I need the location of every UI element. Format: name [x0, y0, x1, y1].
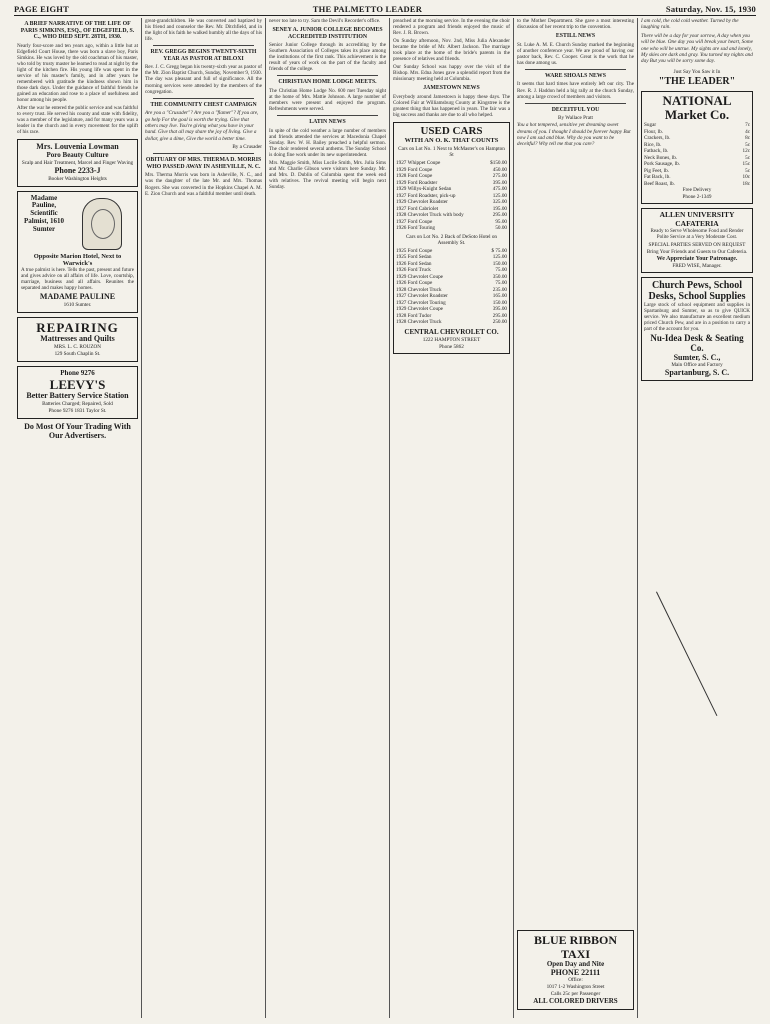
item-label: 1926 Ford Truck	[396, 267, 431, 274]
article-headline: WARE SHOALS NEWS	[545, 72, 606, 79]
ad-nu-idea	[641, 277, 753, 382]
ad-phone: PHONE 22111	[550, 967, 601, 977]
ad-title: Church Pews, School Desks, School Supplies	[648, 279, 746, 302]
article-headline: SENEY A. JUNIOR COLLEGE BECOMES ACCREDITED INSTITUTION	[272, 27, 383, 40]
poem-text: I am cold, the cold cold weather. Turned by the laughing rain.	[641, 18, 739, 31]
item-price: 195.00	[492, 205, 507, 212]
item-price: 5c	[745, 167, 750, 174]
item-price: 4c	[745, 128, 750, 135]
item-label: 1927 Chevrolet Touring	[396, 299, 446, 306]
company-name: Nu-Idea Desk & Seating Co.	[650, 332, 744, 353]
article-text: never too late to try. Sam the Devil's Recorder's office.	[269, 18, 381, 24]
item-label: Flour, lb.	[644, 128, 663, 135]
ad-lowman	[17, 139, 138, 186]
item-label: 1929 Chevrolet Roadster	[396, 199, 448, 206]
ad-invite: Bring Your Friends and Guests to Our Cafeteria.	[646, 249, 748, 256]
ad-address: 1610 Sumter.	[63, 302, 92, 309]
item-label: 1929 Ford Coupe	[396, 166, 433, 173]
article-text: preached at the morning service. In the evening the choir rendered a program and friends enjoyed the music of Rev. J. R. Brown.	[393, 18, 510, 37]
ad-subtitle: Scalp and Hair Treatment, Marcel and Finger Waving	[21, 159, 134, 166]
lot-2-title: Cars on Lot No. 2 Back of DeSoto Hotel on Assembly St.	[405, 233, 498, 246]
car-row	[396, 319, 507, 326]
item-label: 1925 Ford Coupe	[396, 247, 433, 254]
item-price: 350.00	[492, 273, 507, 280]
item-price: 250.00	[492, 319, 507, 326]
ad-rate: Calls 25c per Passenger	[550, 991, 601, 998]
article-text: On Sunday afternoon, Nov. 2nd, Miss Julia Alexander became the bride of Mr. Albert Jackson. The marriage took place at the home of the bride's parents in the presence of relatives and friends.	[393, 38, 510, 63]
ad-location: Opposite Marion Hotel, Next to Warwick's	[33, 252, 122, 267]
article-text: great-grandchildren. He was converted and baptized by his friend and counselor the Rev. Mr. Ditchfield, and in the light of his faith he walked humbly all the days of his life.	[145, 18, 262, 43]
poem-author: By a Crusader	[232, 144, 262, 151]
ad-subtitle: Open Day and Nite	[546, 959, 605, 968]
newspaper-title: THE PALMETTO LEADER	[312, 4, 423, 14]
divider	[525, 69, 626, 70]
ad-subtitle: Better Battery Service Station	[26, 391, 129, 401]
ad-address: 1017 1-2 Washington Street	[546, 984, 605, 991]
ad-leevys	[17, 366, 138, 419]
item-label: Rice, lb.	[644, 141, 662, 148]
ad-text: Ready to Serve Wholesome Food and Render Polite Service at a Very Moderate Cost.	[650, 227, 744, 240]
ad-blue-ribbon-taxi	[517, 930, 634, 1010]
item-price: 10c	[742, 174, 750, 181]
divider	[277, 115, 378, 116]
item-price: 295.00	[492, 212, 507, 219]
article-text: Everybody around Jamestown is happy these days. The Colored Fair at Williamsburg County at Kingstree is the greatest thing that has happened in years. The fair was a big success and thanks are due to all who helped.	[393, 94, 510, 119]
item-label: Neck Bones, lb.	[644, 154, 678, 161]
ad-title: NATIONAL Market Co.	[662, 92, 732, 123]
trade-slogan: Do Most Of Your Trading With Our Advertisers.	[24, 421, 131, 440]
item-label: 1926 Ford Touring	[396, 225, 436, 232]
item-label: Pig Feet, lb.	[644, 167, 670, 174]
ad-repairing	[17, 317, 138, 362]
item-price: 5c	[745, 154, 750, 161]
item-label: 1929 Chevrolet Coupe	[396, 273, 443, 280]
item-price: 450.00	[492, 166, 507, 173]
article-text: After the war he entered the public service and was faithful to every trust. He served his county and state with fidelity, was a member of the legislature, and for many years was a leader in the church and in every movement for the uplift of his race.	[17, 105, 138, 136]
slogan: Just Say You Saw it In	[673, 68, 721, 75]
ad-manager: FRED WISE, Manager.	[672, 262, 722, 269]
item-label: 1929 Ford Roadster	[396, 179, 438, 186]
ad-address: 129 South Chaplin St.	[54, 351, 101, 358]
lot-2-list	[396, 248, 507, 326]
ad-drivers: ALL COLORED DRIVERS	[533, 997, 618, 1006]
ad-phone: Phone 2233-J	[54, 165, 101, 175]
ad-phone: Phone 2-1349	[682, 194, 712, 201]
divider	[525, 103, 626, 104]
item-label: Fatback, lb.	[644, 148, 669, 155]
masthead	[14, 4, 756, 16]
poem-title: THE COMMUNITY CHEST CAMPAIGN	[150, 101, 257, 108]
divider	[153, 98, 254, 99]
ad-allen-cafeteria	[641, 208, 753, 272]
column-5	[514, 18, 638, 1018]
item-price: 5c	[745, 141, 750, 148]
article-text: Senior Junior College through its accrediting by the Southern Association of Colleges takes its place among the institutions of the first rank. This achievement is the result of years of work on the part of the faculty and friends of the college.	[269, 42, 386, 73]
ad-address: Booker Washington Heights	[48, 175, 107, 182]
item-price: 125.00	[492, 254, 507, 261]
lot-1-list	[396, 160, 507, 232]
article-text: Nearly four-score and ten years ago, within a little hut at Edgefield Court House, there was born a slave boy, Paris Simkins. He was loved by the old coachman of his master, who told by trusty master he learned to read at night by the light of the kitchen fire. His young life was spent in the service of his master's family, and in after years he remembered with gratitude the kindness shown him in those dark days. Under the guidance of faithful friends he gained an education and rose to a place of usefulness and honor among his people.	[17, 42, 138, 104]
dealer-phone: Phone 5862	[439, 343, 464, 350]
lot-1-title: Cars on Lot No. 1 Next to McMaster's on Hampton St	[398, 146, 505, 159]
item-price: $150.00	[490, 160, 507, 167]
item-price: 95.00	[495, 218, 507, 225]
article-headline: CHRISTIAN HOME LODGE MEETS.	[278, 79, 377, 86]
item-label: 1925 Ford Sedan	[396, 254, 432, 261]
item-price: 75.00	[495, 267, 507, 274]
ad-office-label: Office:	[568, 977, 583, 984]
ad-title: ALLEN UNIVERSITY CAFATERIA	[659, 210, 735, 228]
item-label: 1927 Ford Roadster, pick-up	[396, 192, 456, 199]
item-label: Pork Sausage, lb.	[644, 161, 681, 168]
car-row	[396, 225, 507, 232]
divider	[153, 153, 254, 154]
item-price: 165.00	[492, 293, 507, 300]
ad-subtitle: WITH AN O. K. THAT COUNTS	[404, 137, 499, 145]
item-price: 325.00	[492, 199, 507, 206]
column-2	[142, 18, 266, 1018]
column-3	[266, 18, 390, 1018]
item-price: $ 75.00	[491, 247, 507, 254]
item-label: Beef Roast, lb.	[644, 180, 675, 187]
item-label: 1927 Whippet Coupe	[396, 160, 441, 167]
item-label: 1928 Ford Coupe	[396, 173, 433, 180]
ad-title: USED CARS	[420, 125, 483, 138]
ad-text: A true palmist is here. Tells the past, present and future and gives advice on all affairs of life. Love, courtship, marriage, business and all affairs. Reunites the separated and makes happy homes.	[21, 267, 134, 292]
article-text: Our Sunday School was happy over the visit of the Bishop. Mrs. Edna Jones gave a splendid report from the missionary meeting held at Columbia.	[393, 64, 510, 83]
ad-special: SPECIAL PARTIES SERVED ON REQUEST	[648, 242, 746, 249]
item-label: 1927 Ford Cabriolet	[396, 205, 439, 212]
item-label: Fat Back, lb.	[644, 174, 671, 181]
ad-title: Madame Pauline, Scientific Palmist, 1610 Sumter	[23, 193, 65, 233]
ad-phone: Phone 9276	[60, 369, 95, 378]
item-price: 395.00	[492, 179, 507, 186]
item-label: Sugar	[644, 122, 657, 129]
article-text: Rev. J. C. Gregg began his twenty-sixth year as pastor of the Mt. Zion Baptist Church, Sunday, November 9, 1930. The day was pleasant and full of significance. All the morning services were attended by the members of the congregation.	[145, 64, 262, 95]
item-price: 12c	[742, 148, 750, 155]
item-label: 1928 Ford Tudor	[396, 312, 432, 319]
ad-title: BLUE RIBBON TAXI	[533, 933, 618, 961]
item-price: 150.00	[492, 299, 507, 306]
item-label: 1929 Willys-Knight Sedan	[396, 186, 452, 193]
item-price: 8c	[745, 135, 750, 142]
item-price: 275.00	[492, 173, 507, 180]
poem-text: You a hot tempered, sensitive yet dreaming sweet dreams of you. I thought I should be forever happy But now I am sad and blue. Why do you want to be deceitful? Why tell me that you care?	[517, 122, 631, 148]
item-label: 1929 Chevrolet Coupe	[396, 306, 443, 313]
poem-author: By Wallace Pratt	[558, 115, 593, 122]
ad-name: Mrs. Louvenia Lowman	[36, 142, 119, 152]
item-price: 75.00	[495, 280, 507, 287]
ad-used-cars	[393, 122, 510, 353]
divider	[153, 45, 254, 46]
ad-name: MRS. L. C. ROUZON	[54, 344, 101, 351]
ad-address: Phone 9276 1831 Taylor St.	[48, 407, 107, 414]
item-price: 235.00	[492, 286, 507, 293]
ad-title: REPAIRING	[36, 320, 119, 336]
ad-name: MADAME PAULINE	[39, 292, 116, 302]
divider	[277, 75, 378, 76]
column-6	[638, 18, 756, 1018]
poem-title: DECEITFUL YOU	[551, 106, 600, 113]
issue-date: Saturday, Nov. 15, 1930	[665, 4, 756, 14]
article-headline: LATIN NEWS	[309, 119, 346, 126]
company-city: Spartanburg, S. C.	[664, 368, 730, 378]
ad-national-market	[641, 91, 753, 205]
ad-text: Large stock of school equipment and supplies in Spartanburg and Sumter, so as to give QUICK service. We also manufacture an excellent medium priced Church Pew, and are in a position to carry a part of the account for you.	[644, 301, 750, 332]
article-text: Mrs. Maggie Smith, Miss Lucile Smith, Mrs. Julia Sims and Mr. Charlie Gibson were visitors here Sunday. Mr. and Mrs. D. Dublin of Columbia spent the week end with relatives. The revival meeting will begin next Sunday.	[269, 160, 386, 191]
article-text: It seems that hard times have entirely left our city. The Rev. R. J. Haddon held a big rally at the church Sunday, among a large crowd of members and visitors.	[517, 81, 634, 100]
item-price: 50.00	[495, 225, 507, 232]
item-price: 7c	[745, 122, 750, 129]
leader-slogan: "THE LEADER"	[658, 75, 736, 87]
newspaper-page	[14, 4, 756, 1020]
ad-madame-pauline	[17, 191, 138, 313]
article-headline: ESTILL NEWS	[555, 33, 596, 40]
palm-illustration	[82, 198, 122, 250]
article-text: Mrs. Therma Morris was born in Asheville, N. C., and was the daughter of the late Mr. and Mrs. Thomas Rogers. She was converted in the Hopkins Chapel A. M. E. Zion Church and was a faithful member until death.	[145, 172, 262, 197]
column-1	[14, 18, 142, 1018]
item-label: 1928 Chevrolet Truck with body	[396, 212, 464, 219]
dealer-address: 1222 HAMPTON STREET	[422, 336, 481, 343]
article-text: The Christian Home Lodge No. 600 met Tuesday night at the home of Mrs. Mattie Johnson. A large number of members were present and enjoyed the program. Refreshments were served.	[269, 88, 386, 113]
company-office: Main Office and Factory	[671, 362, 723, 369]
ad-text: Batteries Charged; Repaired, Sold	[42, 400, 113, 407]
item-label: 1926 Ford Sedan	[396, 260, 432, 267]
item-label: 1928 Chevrolet Truck	[396, 286, 442, 293]
item-price: 295.00	[492, 312, 507, 319]
ad-thanks: We Appreciate Your Patronage.	[656, 256, 738, 263]
article-text: In spite of the cold weather a large number of members and friends attended the services at Macedonia Chapel Sunday. Rev. W. H. Bailey preached a helpful sermon. The choir rendered several anthems. The Sunday School is doing fine work under its new superintendent.	[269, 127, 386, 159]
poem-text: There will be a day for your sorrow, A day when you will be blue. One day you will break your heart, Some one who will be untrue. My sights are sad and lonely, My skies are dark and gray. You turned my nights and day But you will be sorry some day.	[641, 32, 753, 65]
item-label: 1927 Ford Coupe	[396, 218, 433, 225]
article-headline: A BRIEF NARRATIVE OF THE LIFE OF PARIS SIMKINS, ESQ., OF EDGEFIELD, S. C., WHO DIED SEPT. 28TH, 1930.	[20, 21, 135, 41]
poem-text: Are you a "Crusader"? Are you a "flamer"? If you are, go help For the goal is worth the trying. Give that others may live. You're giving what you have in your hand. Give that all may share the joy of living. Give a dollar, give a dime, Give the world a better time.	[145, 110, 259, 142]
item-label: Crackers, lb.	[644, 135, 671, 142]
price-list	[644, 122, 750, 187]
item-price: 15c	[742, 161, 750, 168]
item-price: 395.00	[492, 306, 507, 313]
article-headline: REV. GREGG BEGINS TWENTY-SIXTH YEAR AS PASTOR AT BILOXI	[150, 49, 257, 62]
ad-delivery: Free Delivery	[682, 187, 712, 194]
item-price: 150.00	[492, 260, 507, 267]
item-label: 1926 Ford Coupe	[396, 280, 433, 287]
item-price: 18c	[742, 180, 750, 187]
dealer-name: CENTRAL CHEVROLET CO.	[404, 327, 499, 336]
item-label: 1928 Chevrolet Truck	[396, 319, 442, 326]
column-4	[390, 18, 514, 1018]
article-text: St. Luke A. M. E. Church Sunday marked the beginning of another conference year. We are proud of having our pastor back, Rev. C. Cooper. Great is the work that he has done among us.	[517, 41, 634, 66]
ad-subtitle: Mattresses and Quilts	[40, 334, 115, 344]
item-label: 1927 Chevrolet Roadster	[396, 293, 448, 300]
article-headline: OBITUARY OF MRS. THERMA D. MORRIS WHO PASSED AWAY IN ASHEVILLE, N. C.	[145, 157, 262, 170]
article-headline: JAMESTOWN NEWS	[423, 85, 480, 92]
item-price: 125.00	[492, 192, 507, 199]
ad-title: Poro Beauty Culture	[46, 151, 109, 160]
ad-title: LEEVY'S	[49, 376, 106, 392]
company-city: Sumter, S. C.,	[673, 352, 721, 362]
page-number: PAGE EIGHT	[14, 4, 69, 14]
article-text: to the Mother Department. She gave a most interesting discussion of her recent trip to the convention.	[517, 18, 634, 31]
item-price: 475.00	[492, 186, 507, 193]
